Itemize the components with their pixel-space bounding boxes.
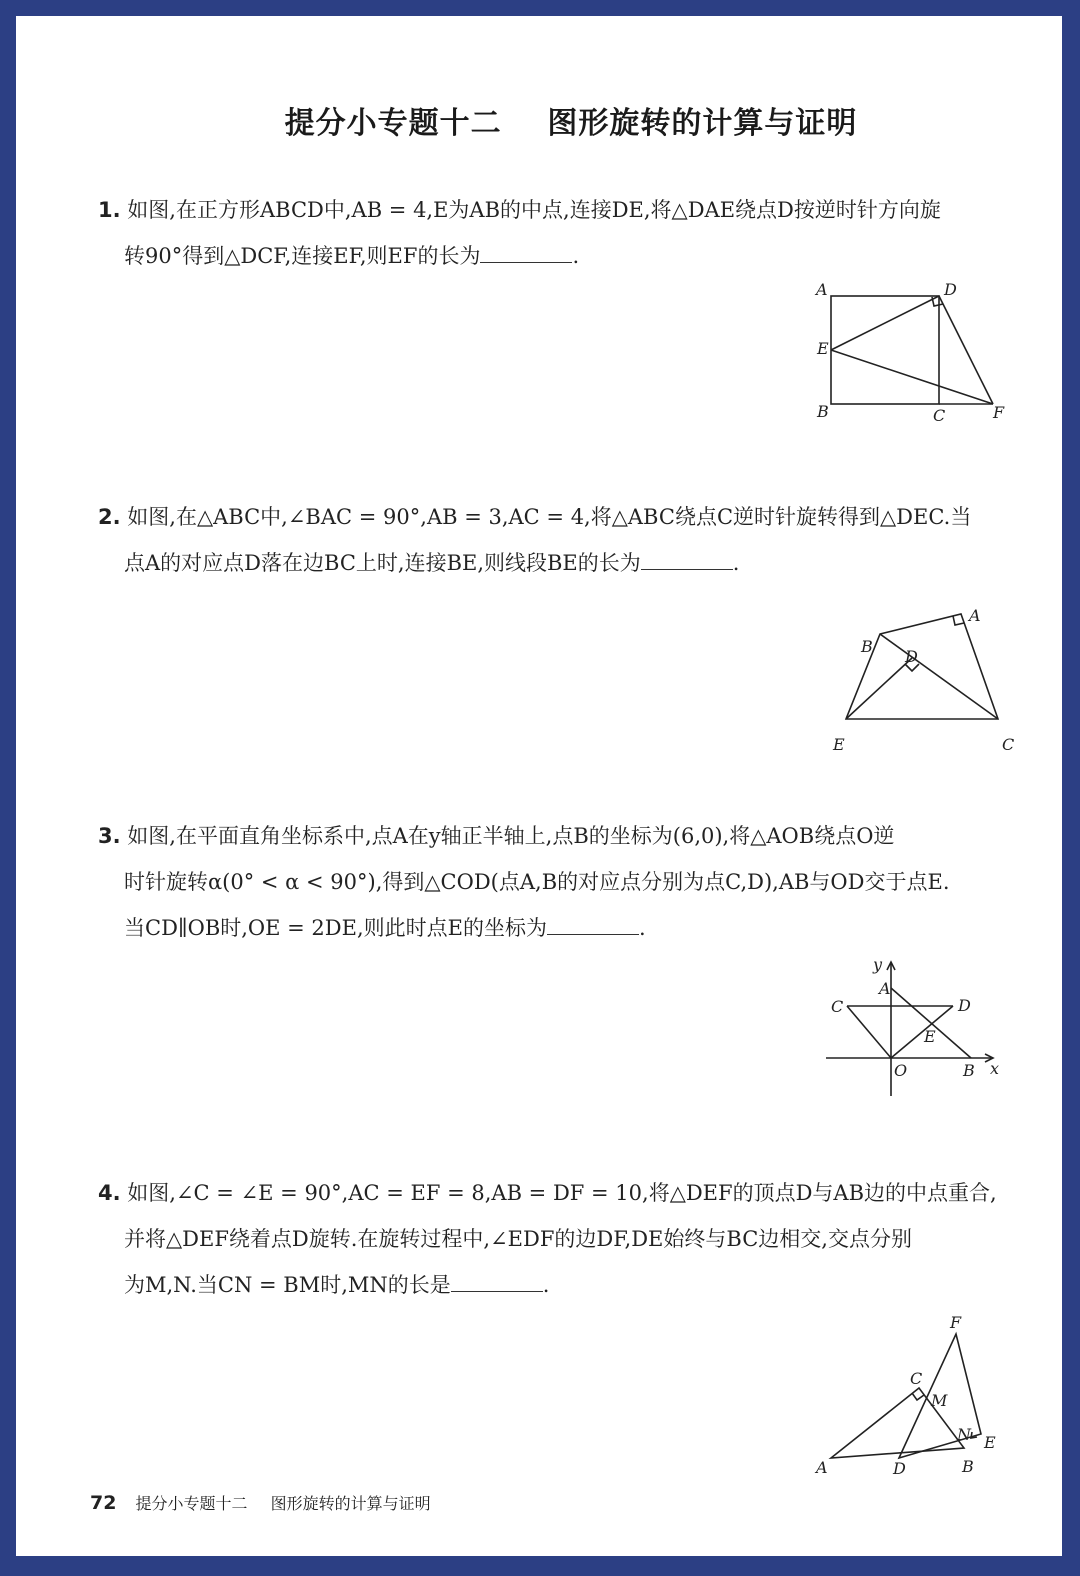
punctuation: . [638,916,646,940]
question-number: 2. [98,505,121,529]
label-n: N [957,1425,971,1444]
label-a: A [816,280,828,299]
segment-od [891,1006,953,1058]
question-number: 3. [98,824,121,848]
label-c: C [910,1369,923,1388]
segment-ef [831,350,993,404]
label-c: C [933,406,946,425]
label-o: O [894,1061,908,1080]
figure-two-right-triangles [811,1313,1026,1491]
segment-bc [880,634,998,719]
label-b: B [962,1457,974,1476]
question-number: 1. [98,198,121,222]
answer-blank[interactable] [547,912,639,935]
question-text-line: 转90°得到△DCF,连接EF,则EF的长为 [124,244,481,268]
label-e: E [833,735,845,754]
figure-coordinate-rotation [821,956,1021,1116]
question-2 [98,494,1028,586]
label-d: D [893,1459,906,1478]
question-text-line: 如图,在平面直角坐标系中,点A在y轴正半轴上,点B的坐标为(6,0),将△AOB绕点O逆 [127,824,895,848]
label-d: D [944,280,957,299]
label-b: B [817,402,829,421]
label-d: D [958,996,971,1015]
question-text-line: 如图,在△ABC中,∠BAC = 90°,AB = 3,AC = 4,将△ABC绕点C逆时针旋转得到△DEC.当 [127,505,972,529]
square-abcd [831,296,939,404]
question-text-line: 并将△DEF绕着点D旋转.在旋转过程中,∠EDF的边DF,DE始终与BC边相交,交点分别 [124,1227,912,1251]
question-text-line: 当CD∥OB时,OE = 2DE,则此时点E的坐标为 [124,916,547,940]
label-x: x [990,1059,1000,1078]
page-number: 72 [90,1492,117,1514]
answer-blank[interactable] [480,240,572,263]
label-y: y [873,955,883,974]
label-b: B [963,1061,975,1080]
punctuation: . [732,551,740,575]
question-3 [98,813,1028,951]
label-f: F [993,403,1005,422]
label-c: C [1002,735,1015,754]
label-b: B [861,637,873,656]
label-d: D [905,647,918,666]
label-m: M [931,1391,948,1410]
label-e: E [817,339,829,358]
label-c: C [831,997,844,1016]
figure-square-rotation [806,280,1036,434]
page [16,16,1062,1556]
punctuation: . [572,244,580,268]
segment-df [939,296,993,404]
segment-ed [846,658,912,719]
page-title: 提分小专题十二 图形旋转的计算与证明 [284,106,858,141]
question-text-line: 时针旋转α(0° < α < 90°),得到△COD(点A,B的对应点分别为点C,D),AB与OD交于点E. [124,870,950,894]
right-angle-mark-c [912,1393,924,1400]
label-e: E [984,1433,996,1452]
footer-topic: 图形旋转的计算与证明 [270,1494,431,1513]
question-text-line: 点A的对应点D落在边BC上时,连接BE,则线段BE的长为 [124,551,641,575]
label-a: A [816,1458,828,1477]
figure-triangle-rotation [831,594,1031,754]
footer-section: 提分小专题十二 [135,1494,248,1513]
segment-de [831,296,939,350]
label-a: A [969,606,981,625]
segment-oc [847,1006,891,1058]
label-a: A [879,979,891,998]
answer-blank[interactable] [451,1269,543,1292]
question-text-line: 如图,在正方形ABCD中,AB = 4,E为AB的中点,连接DE,将△DAE绕点D按逆时针方向旋 [127,198,941,222]
label-f: F [950,1313,962,1332]
page-footer [90,1491,431,1514]
question-1 [98,187,1028,279]
question-text-line: 如图,∠C = ∠E = 90°,AC = EF = 8,AB = DF = 10,将△DEF的顶点D与AB边的中点重合, [127,1181,997,1205]
label-e: E [924,1027,936,1046]
question-4 [98,1170,1028,1308]
answer-blank[interactable] [641,547,733,570]
punctuation: . [542,1273,550,1297]
question-number: 4. [98,1181,121,1205]
question-text-line: 为M,N.当CN = BM时,MN的长是 [124,1273,451,1297]
